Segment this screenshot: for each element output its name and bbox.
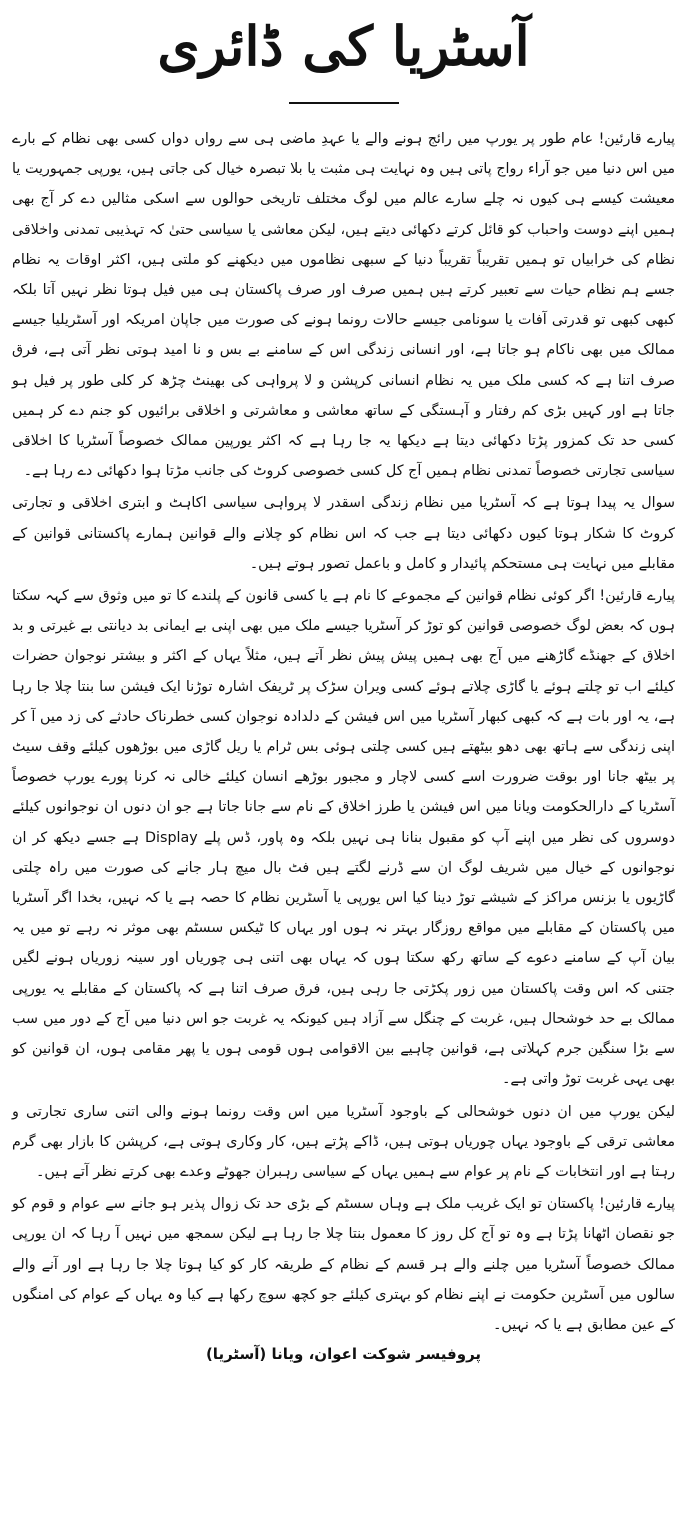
article-title: آسٹریا کی ڈائری <box>157 14 530 78</box>
article-paragraph: سوال یہ پیدا ہوتا ہے کہ آسٹریا میں نظام زندگی اسقدر لا پرواہی سیاسی اکاہٹ و ابتری اخلاقی و تجارتی کروٹ کا شکار ہوتا کیوں دکھائی دیتا ہے جب کہ اس نظام کو چلانے والے قوانین ہمارے پاکستانی قوانین کے مقابلے میں نہایت ہی مستحکم پائیدار و کامل و باعمل تصور ہوتے ہیں۔ <box>12 495 675 572</box>
article-paragraph: پیارے قارئین! عام طور پر یورپ میں رائج ہونے والے یا عہدِ ماضی ہی سے رواں دواں کسی بھی نظام کے بارے میں اس دنیا میں جو آراء رواج پاتی ہیں وہ نہایت ہی مثبت یا بلا تبصرہ خیال کی جاتی ہیں، یورپی جمہوریت یا معیشت کیسے ہی کیوں نہ چلے سارے عالم میں لوگ مختلف تاریخی حوالوں سے اسکی مثالیں دے کر آج بھی ہمیں اپنے دوست واحباب کو قائل کرتے دکھائی دیتے ہیں، لیکن معاشی یا سیاسی حتیٰ کہ تہذیبی تمدنی واخلاقی نظام کی خرابیاں تو ہمیں تقریباً تقریباً دنیا کے سبھی نظاموں میں دیکھنے کو ملتی ہیں، اکثر اوقات یہ نظام جسے ہم نظام حیات سے تعبیر کرتے ہیں ہمیں صرف اور صرف پاکستان ہی میں فیل ہوتا نظر نہیں آتا بلکہ کبھی کبھی تو قدرتی آفات یا سونامی جیسے حالات رونما ہونے کی صورت میں جاپان امریکہ اور آسٹریلیا جیسے ممالک میں بھی ناکام ہو جاتا ہے، اور انسانی زندگی اس کے سامنے بے بس و نا امید ہوتی نظر آتی ہے، فرق صرف اتنا ہے کہ کسی ملک میں یہ نظام انسانی کرپشن و لا پرواہی کی بھینٹ چڑھ کر کلی طور پر فیل ہو جاتا ہے اور کہیں بڑی کم رفتار و آہستگی کے ساتھ معاشی و معاشرتی و اخلاقی برائیوں کو جنم دے کر ہمیں کسی حد تک کمزور پڑتا دکھائی دیتا ہے دیکھا یہ جا رہا ہے کہ اکثر یورپین ممالک خصوصاً آسٹریا کا اخلاقی سیاسی تجارتی خصوصاً تمدنی نظام ہمیں آج کل کسی خصوصی کروٹ کی جانب مڑتا ہوا دکھائی دے رہا ہے۔ <box>12 131 675 480</box>
article-paragraph: پیارے قارئین! اگر کوئی نظام قوانین کے مجموعے کا نام ہے یا کسی قانون کے پلندے کا تو میں وثوق سے کہہ سکتا ہوں کہ بعض لوگ خصوصی قوانین کو توڑ کر آسٹریا جیسے ملک میں بھی اپنی بے ایمانی بد دیانتی بے غیرتی و بد اخلاق کے جھنڈے گاڑھنے میں آج بھی ہمیں پیش پیش نظر آتے ہیں، مثلاً یہاں کے اکثر و بیشتر نوجوان حضرات کیلئے اب تو چلتے ہوئے یا گاڑی چلاتے ہوئے کسی ویران سڑک پر ٹریفک اشارہ توڑنا ایک فیشن سا بنتا چلا جا رہا ہے، یہ اور بات ہے کہ کبھی کبھار آسٹریا میں اس فیشن کے دلدادہ نوجوان کسی خطرناک حادثے کی زد میں آ کر اپنی زندگی سے ہاتھ بھی دھو بیٹھتے ہیں کسی چلتی ہوئی بس ٹرام یا ریل گاڑی میں بوڑھوں کیلئے وقف سیٹ پر بیٹھ جانا اور بوقت ضرورت اسے کسی لاچار و مجبور بوڑھے انسان کیلئے خالی نہ کرنا پورے یورپ خصوصاً آسٹریا کے دارالحکومت ویانا میں اس فیشن یا طرز اخلاق کے نام سے جانا جاتا ہے جو ان دنوں ان نوجوانوں کیلئے دوسروں کی نظر میں اپنے آپ کو مقبول بنانا ہی نہیں بلکہ وہ پاور، ڈس پلے Display ہے جسے دیکھ کر ان نوجوانوں کے خیال میں شریف لوگ ان سے ڈرنے لگتے ہیں فٹ بال میچ ہار جانے کی صورت میں راہ چلتی گاڑیوں یا بزنس مراکز کے شیشے توڑ دینا کیا اس یورپی یا آسٹرین نظام کا حصہ ہے یا کہ نہیں، بخدا اگر آسٹریا میں پاکستان کے مقابلے میں مواقع روزگار بہتر نہ ہوں اور یہاں کا ٹیکس سسٹم بھی موثر نہ رہے تو میں یہ بیان آپ کے سامنے دعوے کے ساتھ رکھ سکتا ہوں کہ یہاں بھی اتنی ہی چوریاں اور سینہ زوریاں ہونے لگیں جتنی کہ اس وقت پاکستان میں زور پکڑتی جا رہی ہیں، فرق صرف اتنا ہے کہ پاکستان کے مقابلے یہ یورپی ممالک بے حد خوشحال ہیں، غربت کے چنگل سے آزاد ہیں کیونکہ یہ غربت جو اس دنیا میں آج کے دور میں سب سے بڑا سنگین جرم کہلاتی ہے، قوانین چاہیے بین الاقوامی ہوں قومی ہوں یا پھر مقامی ہوں، ان قوانین کو بھی یہی غربت توڑ واتی ہے۔ <box>12 588 676 1088</box>
author-signature: پروفیسر شوکت اعوان، ویانا (آسٹریا) <box>205 1345 482 1364</box>
article-body <box>12 124 675 1340</box>
article-paragraph: پیارے قارئین! پاکستان تو ایک غریب ملک ہے وہاں سسٹم کے بڑی حد تک زوال پذیر ہو جانے سے عوام و قوم کو جو نقصان اٹھانا پڑتا ہے وہ تو آج کل روز کا معمول بنتا چلا جا رہا ہے لیکن سمجھ میں نہیں آ رہا کہ ان یورپی ممالک خصوصاً آسٹریا میں چلنے والے ہر قسم کے نظام کے طریقہ کار کو کیا ہوتا چلا جا رہا ہے اور آنے والے سالوں میں آسٹرین حکومت نے اپنے نظام کو بہتری کیلئے جو کچھ سوچ رکھا ہے کیا وہ یہاں کے عوام کی امنگوں کے عین مطابق ہے یا کہ نہیں۔ <box>12 1196 675 1333</box>
title-underline <box>289 102 399 104</box>
article-paragraph: لیکن یورپ میں ان دنوں خوشحالی کے باوجود آسٹریا میں اس وقت رونما ہونے والی اتنی ساری تجارتی و معاشی ترقی کے باوجود یہاں چوریاں ہوتی ہیں، ڈاکے پڑتے ہیں، کار وکاری ہوتی ہے، کرپشن کا بازار بھی گرم رہتا ہے اور انتخابات کے نام پر عوام سے ہمیں یہاں کے سیاسی رہبران جھوٹے وعدے بھی کرتے نظر آتے ہیں۔ <box>12 1103 675 1180</box>
